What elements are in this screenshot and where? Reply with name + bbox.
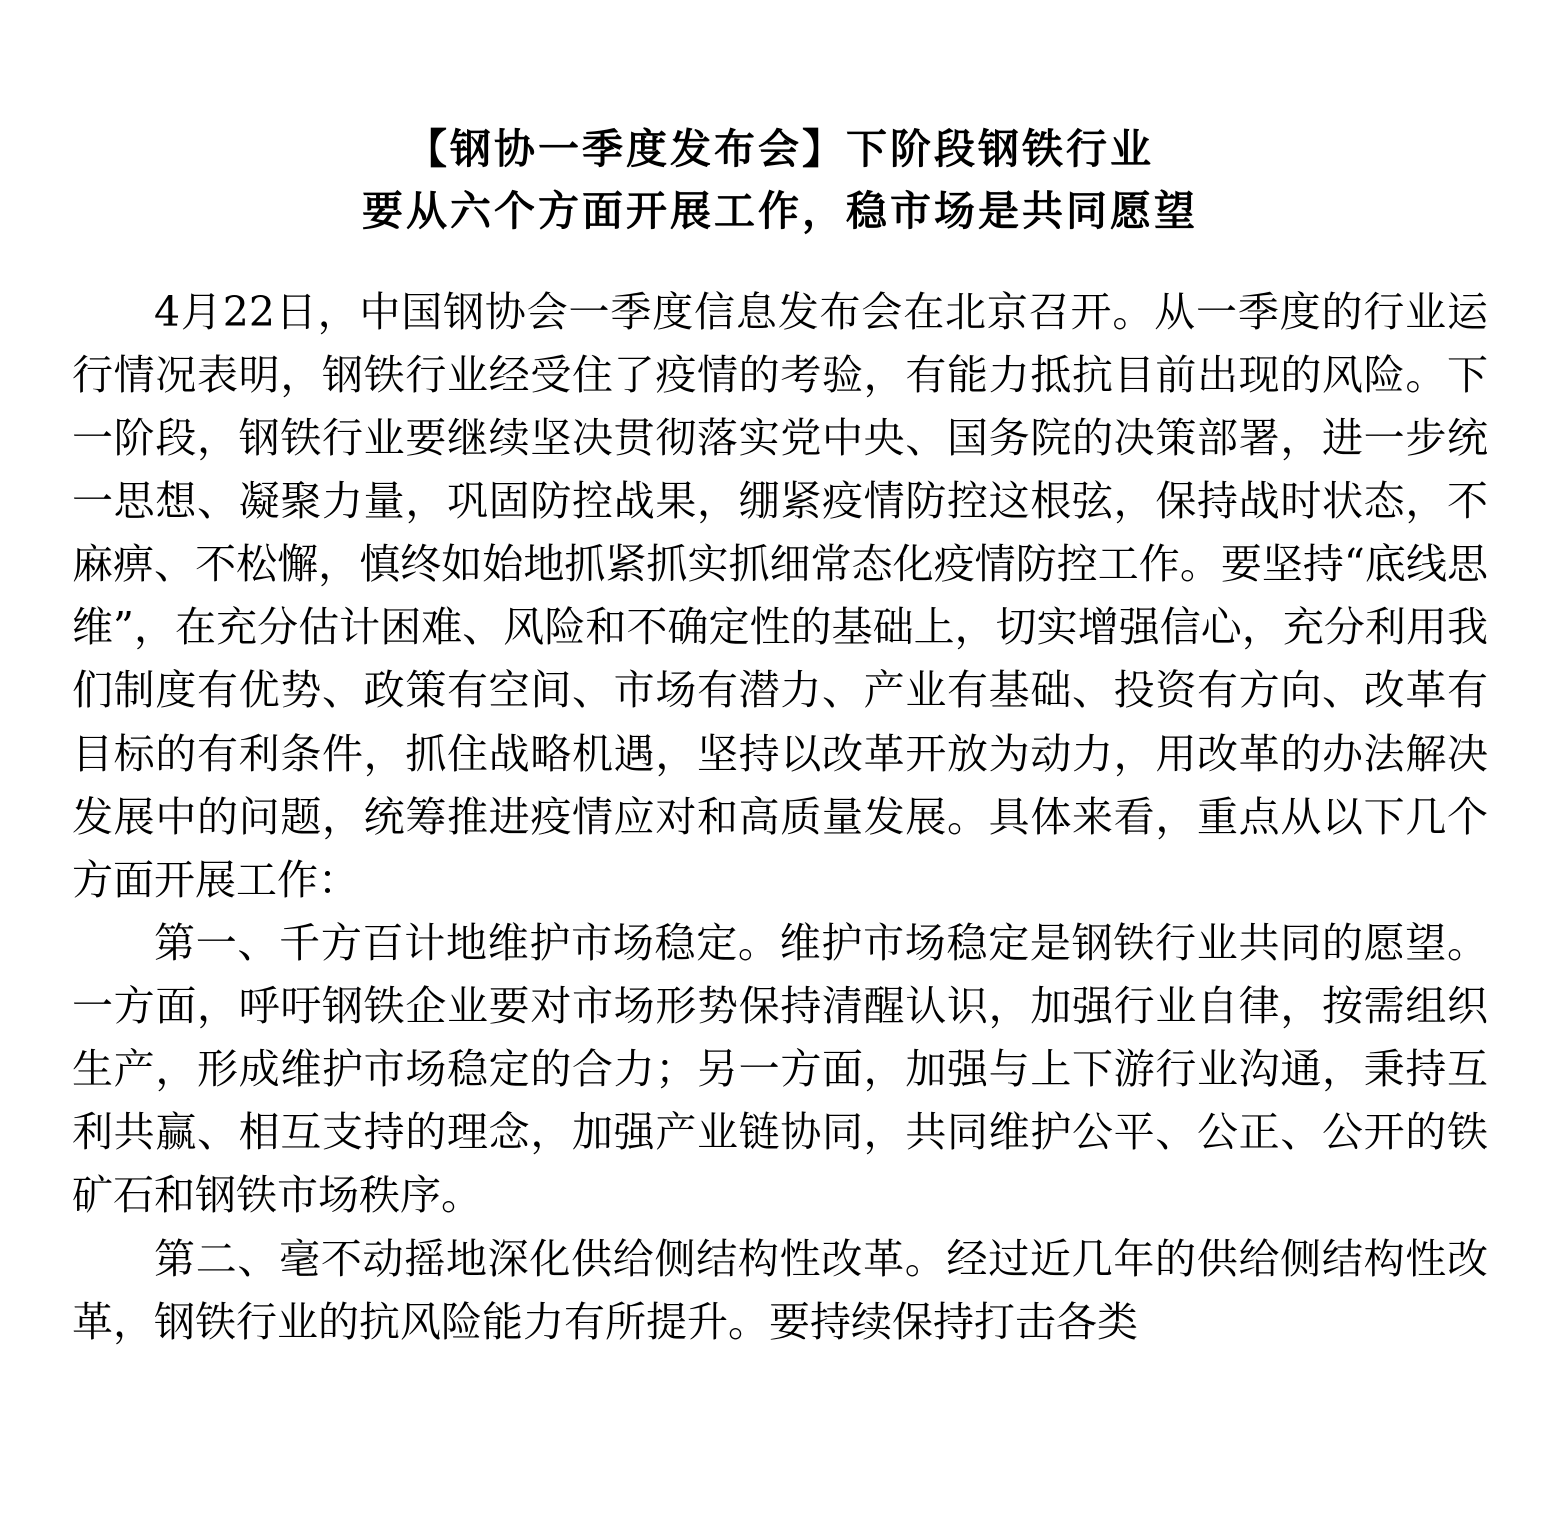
page-title: [72, 118, 1488, 243]
paragraph: 第二、毫不动摇地深化供给侧结构性改革。经过近几年的供给侧结构性改革，钢铁行业的抗风险能力有所提升。要持续保持打击各类: [72, 1234, 1488, 1346]
title-line-1: 【钢协一季度发布会】下阶段钢铁行业: [406, 125, 1154, 173]
title-line-2: 要从六个方面开展工作，稳市场是共同愿望: [362, 187, 1198, 236]
paragraph: 第一、千方百计地维护市场稳定。维护市场稳定是钢铁行业共同的愿望。一方面，呼吁钢铁企业要对市场形势保持清醒认识，加强行业自律，按需组织生产，形成维护市场稳定的合力；另一方面，加强与上下游行业沟通，秉持互利共赢、相互支持的理念，加强产业链协同，共同维护公平、公正、公开的铁矿石和钢铁市场秩序。: [72, 918, 1488, 1220]
paragraph: 4月22日，中国钢协会一季度信息发布会在北京召开。从一季度的行业运行情况表明，钢铁行业经受住了疫情的考验，有能力抵抗目前出现的风险。下一阶段，钢铁行业要继续坚决贯彻落实党中央、国务院的决策部署，进一步统一思想、凝聚力量，巩固防控战果，绷紧疫情防控这根弦，保持战时状态，不麻痹、不松懈，慎终如始地抓紧抓实抓细常态化疫情防控工作。要坚持“底线思维”，在充分估计困难、风险和不确定性的基础上，切实增强信心，充分利用我们制度有优势、政策有空间、市场有潜力、产业有基础、投资有方向、改革有目标的有利条件，抓住战略机遇，坚持以改革开放为动力，用改革的办法解决发展中的问题，统筹推进疫情应对和高质量发展。具体来看，重点从以下几个方面开展工作：: [72, 287, 1488, 904]
document-body: [72, 281, 1488, 1354]
